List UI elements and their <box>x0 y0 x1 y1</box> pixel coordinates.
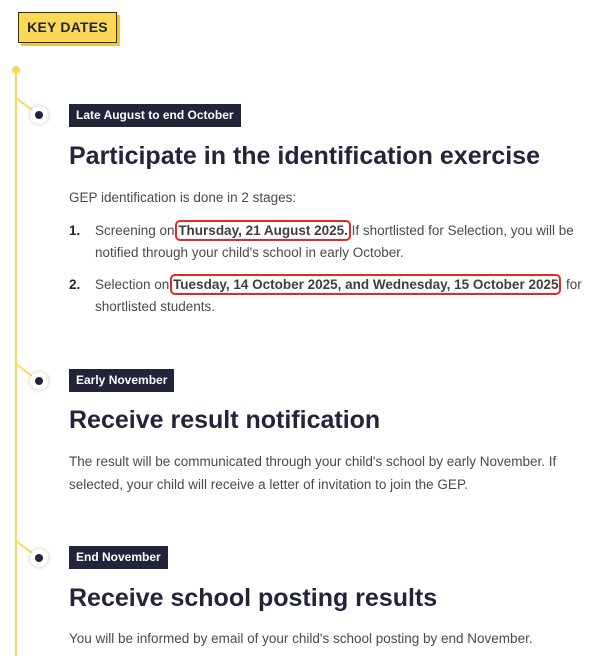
stage-item-2 <box>69 274 599 318</box>
section-title-3: Receive school posting results <box>69 584 438 612</box>
section-title-2: Receive result notification <box>69 406 381 434</box>
stage-number: 1. <box>69 223 81 238</box>
stage-text-before: Selection on <box>95 277 174 292</box>
timeline-marker-2 <box>30 372 48 390</box>
section-text-2: The result will be communicated through your child's school by early November. If selected, your child will receive a letter of invitation to join the GEP. <box>69 454 557 492</box>
stage-text-after: If shortlisted for Selection, you will be notified through your child's school in early October. <box>95 223 574 260</box>
timeline-marker-1 <box>30 106 48 124</box>
section-intro-1: GEP identification is done in 2 stages: <box>69 190 297 205</box>
section-title-1: Participate in the identification exercise <box>69 142 540 170</box>
stage-text-after: , for shortlisted students. <box>95 277 582 314</box>
section-text-3: You will be informed by email of your child's school posting by end November. <box>69 631 533 646</box>
stage-text-before: Screening on <box>95 223 179 238</box>
stage-highlight-date: Thursday, 21 August 2025. <box>178 223 348 238</box>
key-dates-label: KEY DATES <box>18 12 117 43</box>
date-badge-2: Early November <box>69 369 174 392</box>
stage-number: 2. <box>69 277 81 292</box>
stage-item-1 <box>69 220 599 264</box>
date-badge-3: End November <box>69 546 168 569</box>
timeline-marker-3 <box>30 549 48 567</box>
stage-highlight-date: Tuesday, 14 October 2025, and Wednesday, 15 October 2025 <box>173 277 559 292</box>
date-badge-1: Late August to end October <box>69 104 241 127</box>
